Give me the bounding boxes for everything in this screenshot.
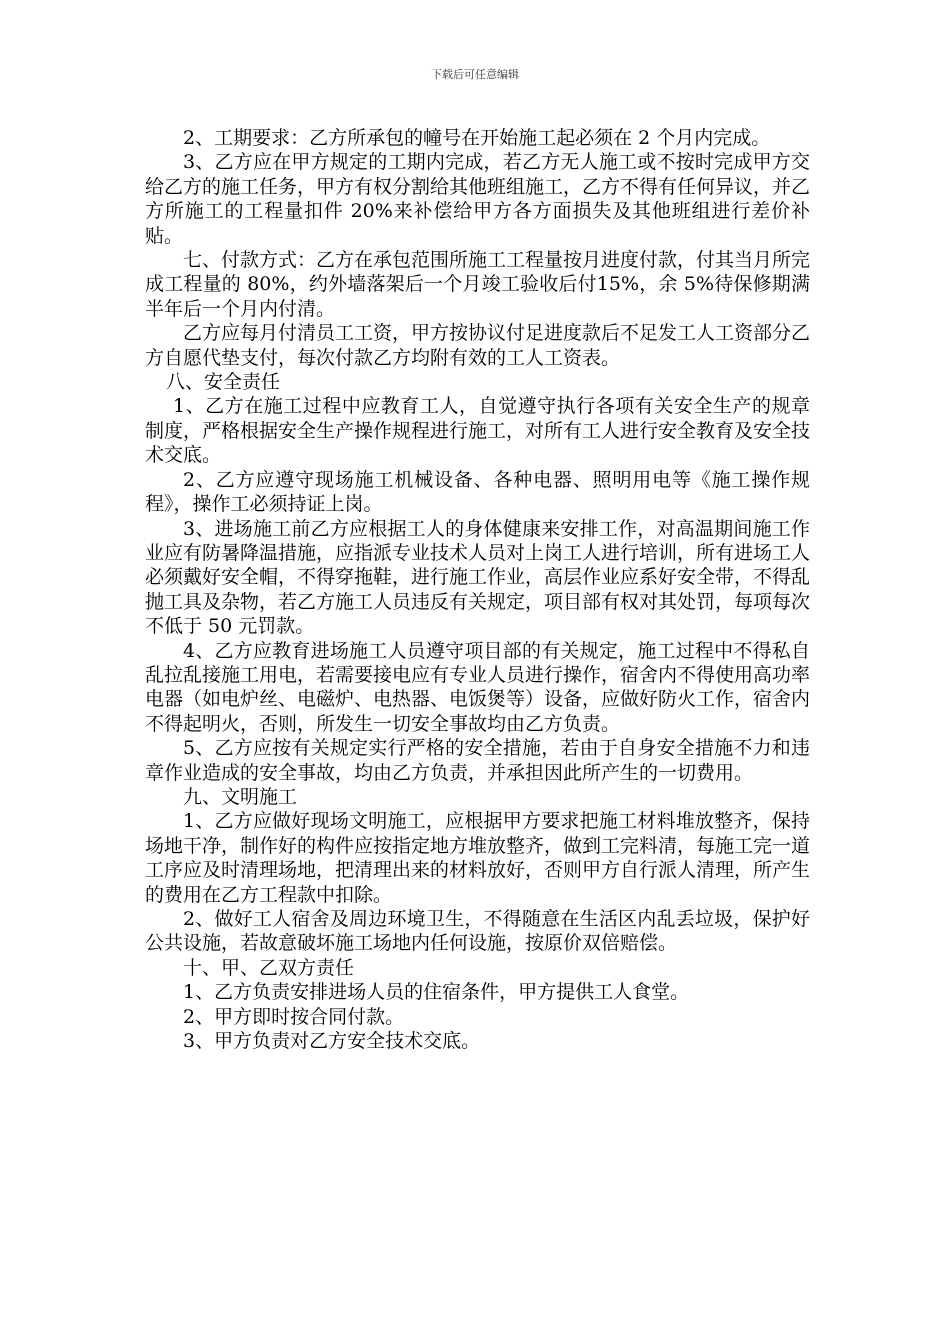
paragraph-responsibility-2: 2、甲方即时按合同付款。 xyxy=(183,1005,405,1028)
paragraph-safety-2: 2、乙方应遵守现场施工机械设备、各种电器、照明用电等《施工操作规程》，操作工必须持证上岗。 xyxy=(145,468,810,516)
section-heading-civilized-construction: 九、文明施工 xyxy=(183,785,298,808)
paragraph-safety-1: 1、乙方在施工过程中应教育工人，自觉遵守执行各项有关安全生产的规章制度，严格根据安全生产操作规程进行施工，对所有工人进行安全教育及安全技术交底。 xyxy=(145,395,811,467)
paragraph-civilized-1: 1、乙方应做好现场文明施工，应根据甲方要求把施工材料堆放整齐，保持场地干净，制作好的构件应按指定地方堆放整齐，做到工完料清，每施工完一道工序应及时清理场地，把清理出来的材料放好，否则甲方自行派人清理，所产生的费用在乙方工程款中扣除。 xyxy=(145,810,811,906)
paragraph-wage-payment: 乙方应每月付清员工工资，甲方按协议付足进度款后不足发工人工资部分乙方自愿代垫支付，每次付款乙方均附有效的工人工资表。 xyxy=(145,322,811,369)
section-heading-responsibilities: 十、甲、乙双方责任 xyxy=(183,956,355,979)
header-note: 下载后可任意编辑 xyxy=(431,68,519,81)
paragraph-responsibility-3: 3、甲方负责对乙方安全技术交底。 xyxy=(183,1030,481,1053)
paragraph-payment-method: 七、付款方式：乙方在承包范围所施工工程量按月进度付款，付其当月所完成工程量的 80%，约外墙落架后一个月竣工验收后付15%，余 5%待保修期满半年后一个月内付清。 xyxy=(145,249,811,320)
document-body xyxy=(145,126,810,1053)
paragraph-safety-3: 3、进场施工前乙方应根据工人的身体健康来安排工作，对高温期间施工作业应有防暑降温措施，应指派专业技术人员对上岗工人进行培训，所有进场工人必须戴好安全帽，不得穿拖鞋，进行施工作业，高层作业应系好安全带，不得乱抛工具及杂物，若乙方施工人员违反有关规定，项目部有权对其处罚，每项每次不低于 50 元罚款。 xyxy=(145,517,811,638)
section-heading-safety: 八、安全责任 xyxy=(166,371,281,394)
paragraph-safety-5: 5、乙方应按有关规定实行严格的安全措施，若由于自身安全措施不力和违章作业造成的安全事故，均由乙方负责，并承担因此所产生的一切费用。 xyxy=(145,737,810,784)
paragraph-civilized-2: 2、做好工人宿舍及周边环境卫生，不得随意在生活区内乱丢垃圾，保护好公共设施，若故意破坏施工场地内任何设施，按原价双倍赔偿。 xyxy=(145,908,810,955)
paragraph-schedule-requirement: 2、工期要求：乙方所承包的幢号在开始施工起必须在 2 个月内完成。 xyxy=(183,127,771,149)
paragraph-responsibility-1: 1、乙方负责安排进场人员的住宿条件，甲方提供工人食堂。 xyxy=(183,981,690,1004)
paragraph-safety-4: 4、乙方应教育进场施工人员遵守项目部的有关规定，施工过程中不得私自乱拉乱接施工用电，若需要接电应有专业人员进行操作，宿舍内不得使用高功率电器（如电炉丝、电磁炉、电热器、电饭煲等）设备，应做好防火工作，宿舍内不得起明火，否则，所发生一切安全事故均由乙方负责。 xyxy=(145,639,811,735)
paragraph-deadline-penalty: 3、乙方应在甲方规定的工期内完成，若乙方无人施工或不按时完成甲方交给乙方的施工任务，甲方有权分割给其他班组施工，乙方不得有任何异议，并乙方所施工的工程量扣件 20%来补偿给甲方各方面损失及其他班组进行差价补贴。 xyxy=(145,151,811,247)
